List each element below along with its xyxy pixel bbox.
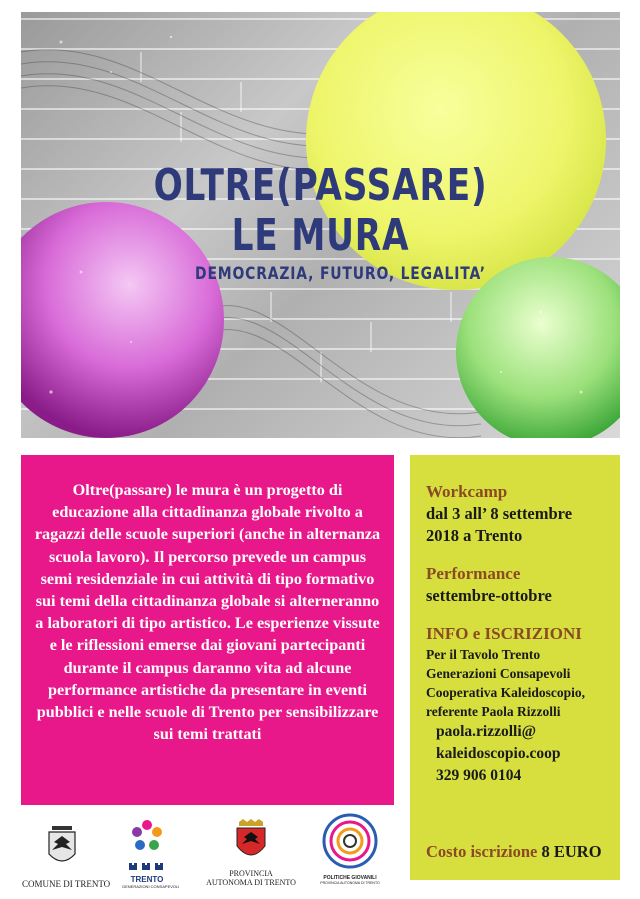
contact-line: Per il Tavolo Trento <box>426 647 541 662</box>
politiche-giovanili-logo <box>318 812 382 890</box>
performance-title: Performance <box>426 564 521 583</box>
info-panel <box>410 455 620 880</box>
castle-icon <box>127 860 167 870</box>
provincia-trento-logo <box>196 818 306 890</box>
provincia-crest-icon <box>231 818 271 864</box>
flower-people-icon <box>122 818 172 854</box>
politiche-sub-caption: PROVINCIA AUTONOMA DI TRENTO <box>320 881 380 885</box>
workcamp-dates-line2: 2018 a Trento <box>426 526 523 545</box>
contact-line: Generazioni Consapevoli <box>426 666 571 681</box>
workcamp-title: Workcamp <box>426 482 508 501</box>
cost-value: 8 EURO <box>541 842 602 861</box>
eagle-crest-icon <box>22 820 102 872</box>
provincia-caption-line1: PROVINCIA <box>229 869 273 878</box>
cost-label: Costo iscrizione <box>426 842 538 861</box>
comune-caption: COMUNE DI TRENTO <box>22 879 111 889</box>
contact-line: Cooperativa Kaleidoscopio, <box>426 685 585 700</box>
politiche-caption: POLITICHE GIOVANILI <box>323 875 377 881</box>
hero-title-line2: LE MURA <box>231 210 410 261</box>
trento-generazioni-logo <box>122 818 180 890</box>
project-description-box <box>21 455 394 805</box>
project-description: Oltre(passare) le mura è un progetto di educazione alla cittadinanza globale rivolto a ragazzi delle scuole superiori (anche in alternanza scuola lavoro). Il percorso prevede un campus semi residenziale in cui attività di tipo formativo sui temi della cittadinanza globale si alterneranno a laboratori di tipo artistico. Le esperienze vissute e le riflessioni emerse dai giovani partecipanti durante il campus daranno vita ad alcune performance artistiche da presentare in eventi pubblici e nelle scuole di Trento per sensibilizzare sui temi trattati <box>34 481 381 744</box>
trento-gen-caption: TRENTO <box>130 875 164 884</box>
trento-gen-sub-caption: GENERAZIONI CONSAPEVOLI <box>122 884 180 889</box>
hero-banner <box>21 12 620 438</box>
hero-title-line1: OLTRE(PASSARE) <box>153 160 488 211</box>
hero-subtitle: DEMOCRAZIA, FUTURO, LEGALITA’ <box>195 264 486 284</box>
provincia-caption-line2: AUTONOMA DI TRENTO <box>206 878 296 887</box>
iscrizioni-title: INFO e ISCRIZIONI <box>426 624 582 643</box>
contact-line: referente Paola Rizzolli <box>426 704 561 719</box>
workcamp-dates-line1: dal 3 all’ 8 settembre <box>426 504 573 523</box>
email-line2[interactable]: kaleidoscopio.coop <box>436 745 561 762</box>
comune-trento-logo <box>22 820 111 890</box>
performance-dates: settembre-ottobre <box>426 586 552 605</box>
registration-cost <box>426 842 602 862</box>
concentric-circles-icon <box>318 812 382 870</box>
phone-number[interactable]: 329 906 0104 <box>436 767 522 784</box>
email-line1[interactable]: paola.rizzolli@ <box>436 723 537 740</box>
